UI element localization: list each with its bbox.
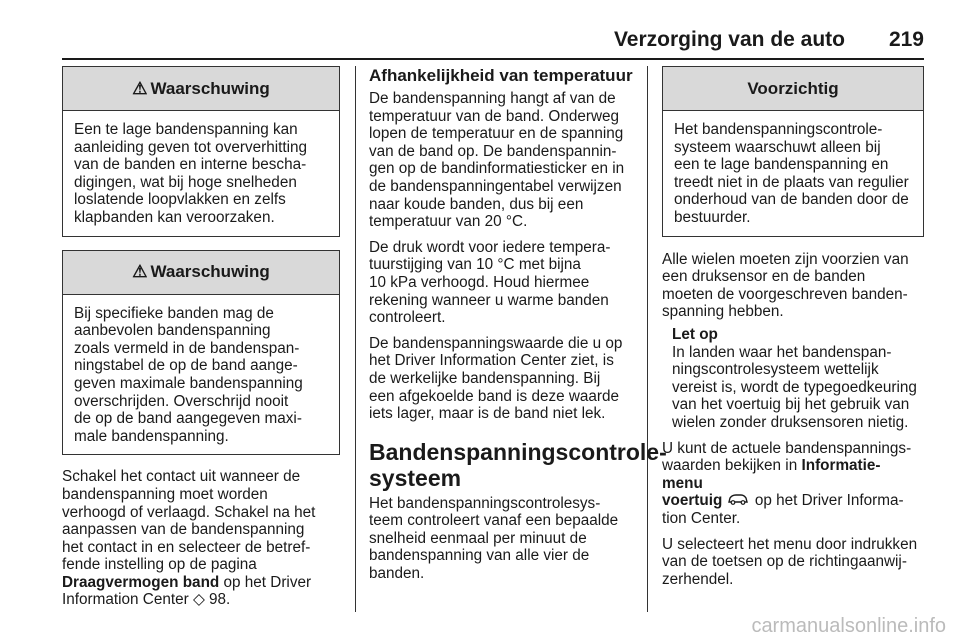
menu-term: Informatie- menu [662,457,881,492]
warning-header [63,251,339,295]
subheading: Afhankelijkheid van temperatuur [369,66,633,85]
paragraph: De bandenspanningswaarde die u op het Driver Information Center ziet, is de werkelijke bandenspanning. Bij een afgekoelde band is deze waarde iets lager, maar is de band niet lek. [369,334,623,423]
warning-text: Een te lage bandenspanning kan aanleiding geven tot oververhitting van de banden en interne bescha- digingen, wat bij hoge snelheden loslatende loopvlakken en zelfs klapbanden kan veroorzaken. [74,121,308,226]
watermark: carmanualsonline.info [751,615,946,637]
header-divider [62,58,924,60]
caution-box [662,66,924,237]
warning-title: Waarschuwing [150,78,270,98]
warning-body [63,111,339,236]
caution-body [663,111,923,236]
warning-box [62,250,340,456]
column-divider [355,66,356,612]
caution-text: Het bandenspanningscontrole- systeem waarschuwt alleen bij een te lage bandenspanning en treedt niet in de plaats van regulier onderhoud van de banden door de bestuurder. [674,121,909,226]
section-title: Bandenspanningscontrole- systeem [369,438,667,491]
warning-title: Waarschuwing [150,262,270,282]
caution-header [663,67,923,111]
warning-triangle-icon: ⚠ [132,262,148,282]
note-label: Let op [672,325,718,343]
warning-box [62,66,340,237]
column-1 [62,66,340,609]
column-2 [369,66,667,583]
paragraph: U selecteert het menu door indrukken van de toetsen op de richtingaanwij- zerhendel. [662,535,918,588]
page-header [0,0,960,58]
car-icon [727,492,751,510]
page-reference: 98. [208,591,231,609]
column-3 [662,66,924,588]
warning-text: Bij specifieke banden mag de aanbevolen bandenspanning zoals vermeld in de bandenspan- ningstabel de op de band aange- geven maximale bandenspanning overschrijden. Overschrijd nooit de op de band aangegeven maxi- male bandenspanning. [74,304,303,445]
warning-triangle-icon: ⚠ [132,78,148,98]
paragraph: Schakel het contact uit wanneer de bandenspanning moet worden verhoogd of verlaagd. Schakel na het aanpassen van de bandenspanning het contact in en selecteer de betref- fende instelling op de pagina Draagvermogen band op het Driver Information Center ◇ 98. [62,468,316,609]
paragraph: Alle wielen moeten zijn voorzien van een druksensor en de banden moeten de voorgeschreven banden- spanning hebben. [662,250,909,321]
paragraph: Het bandenspanningscontrolesys- teem controleert vanaf een bepaalde snelheid eenmaal per minuut de bandenspanning van alle vier de banden. [369,494,619,583]
paragraph: De druk wordt voor iedere tempera- tuurstijging van 10 °C met bijna 10 kPa verhoogd. Houd hiermee rekening wanneer u warme banden controleert. [369,238,611,327]
paragraph: De bandenspanning hangt af van de temperatuur van de band. Onderweg lopen de temperatuur en de spanning van de band op. De bandenspannin- gen op de bandinformatiesticker en in de bandenspanningentabel verwijzen naar koude banden, dus bij een temperatuur van 20 °C. [369,90,625,231]
column-divider [647,66,648,612]
page-title: Verzorging van de auto [613,28,845,51]
page-number: 219 [888,28,924,51]
caution-title: Voorzichtig [747,78,839,98]
warning-body [63,295,339,455]
page-reference-arrow-icon: ◇ [192,591,205,609]
menu-term: voertuig [662,492,723,510]
warning-header [63,67,339,111]
note-block: Let op In landen waar het bandenspan- ningscontrolesysteem wettelijk vereist is, wordt de typegoedkeuring van het voertuig bij het gebruik van wielen zonder druksensoren nietig. [672,325,917,431]
menu-term: Draagvermogen band [62,573,220,591]
paragraph: U kunt de actuele bandenspannings- waarden bekijken in Informatie- menu voertuig op het Driver Informa- tion Center. [662,439,912,528]
